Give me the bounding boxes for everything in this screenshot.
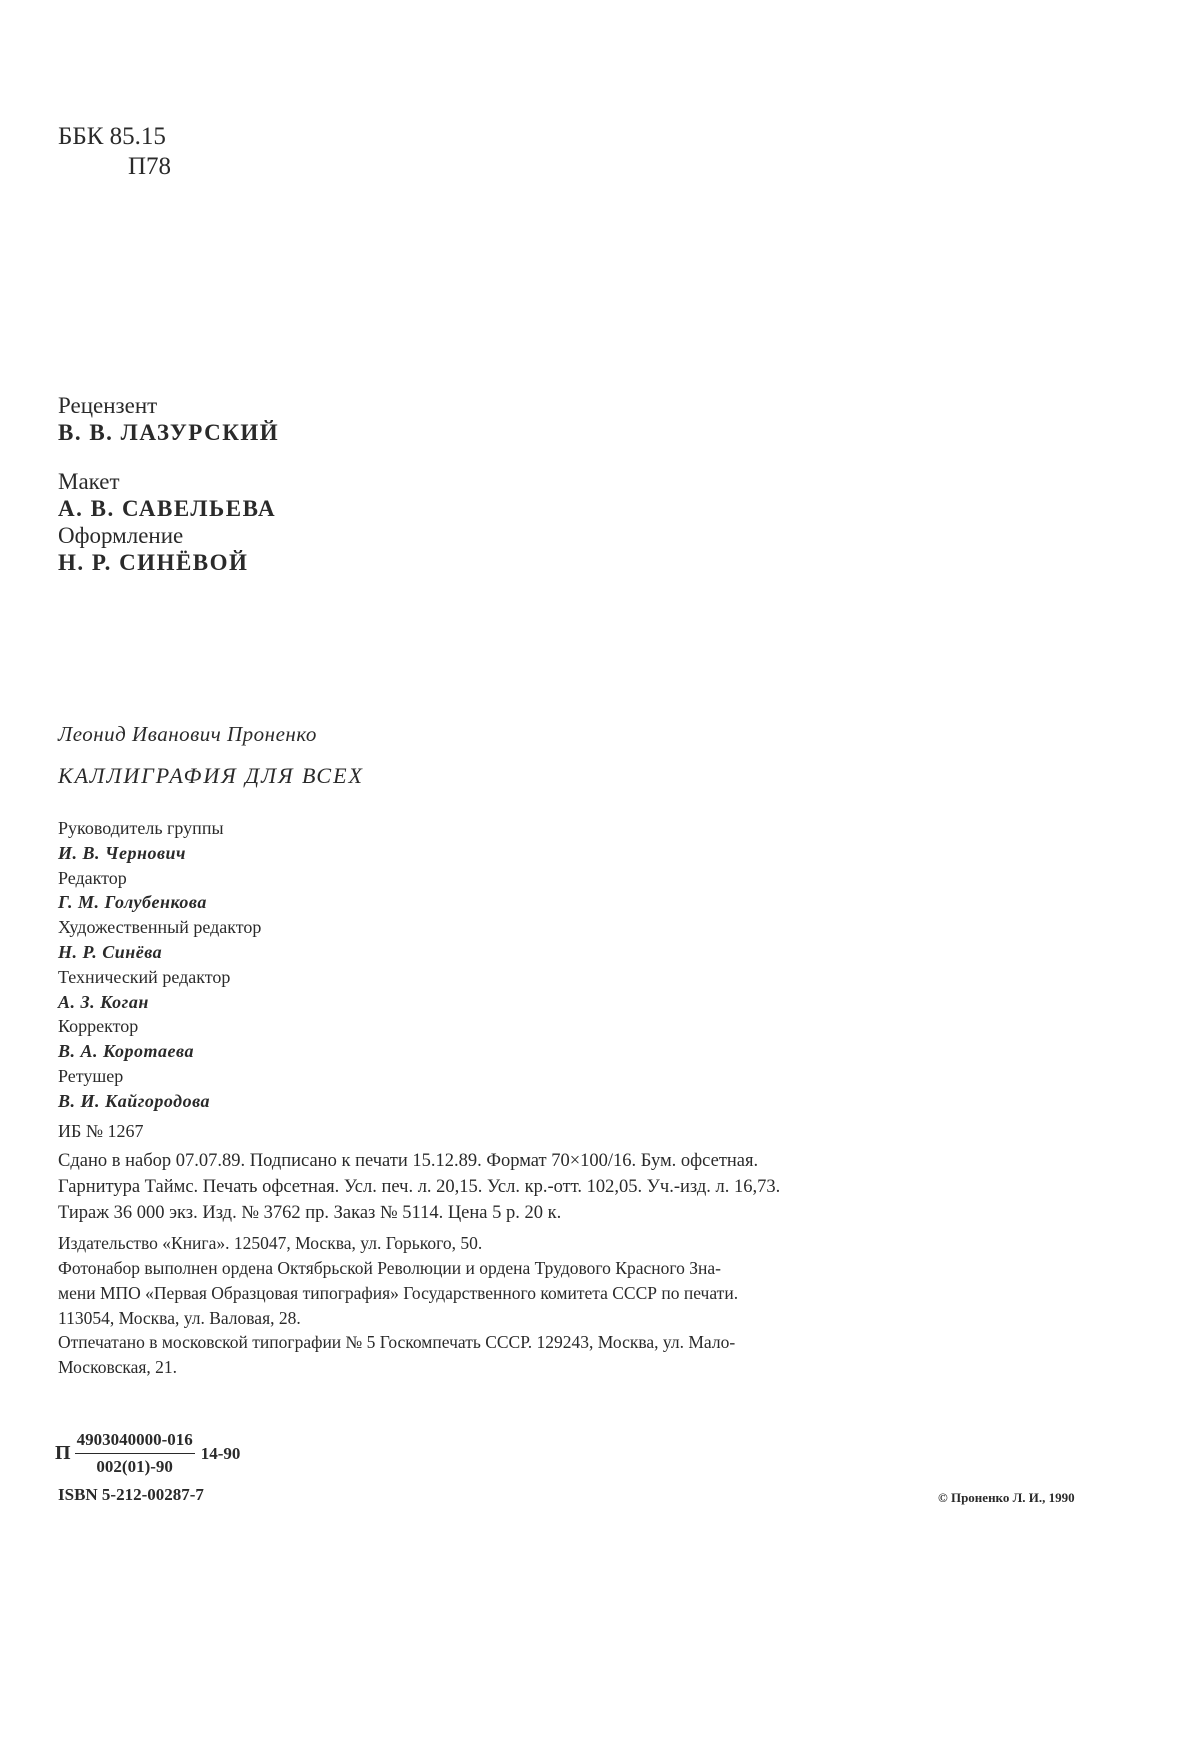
reviewer-label: Рецензент [58, 393, 158, 418]
publisher-line: Издательство «Книга». 125047, Москва, ул. Горького, 50. [58, 1233, 483, 1253]
staff-name: Н. Р. Синёва [58, 941, 163, 962]
bbk-code: ББК 85.15 [58, 123, 166, 150]
staff-role: Корректор [58, 1016, 139, 1037]
publisher-line: мени МПО «Первая Образцовая типография» Государственного комитета СССР по печати. [58, 1283, 739, 1303]
staff-role: Редактор [58, 867, 127, 888]
staff-name: В. И. Кайгородова [58, 1090, 210, 1111]
staff-name: И. В. Чернович [58, 842, 186, 863]
index-denominator: 002(01)-90 [96, 1457, 173, 1476]
book-author: Леонид Иванович Проненко [58, 722, 317, 746]
index-numerator: 4903040000-016 [75, 1430, 195, 1454]
publisher-line: Фотонабор выполнен ордена Октябрьской Революции и ордена Трудового Красного Зна- [58, 1258, 721, 1278]
layout-name: А. В. САВЕЛЬЕВА [58, 496, 277, 521]
printer-block [58, 1330, 735, 1380]
index-suffix: 14-90 [200, 1443, 241, 1463]
credits-block [58, 392, 279, 576]
publisher-block [58, 1231, 738, 1331]
staff-role: Ретушер [58, 1065, 124, 1086]
staff-list [58, 816, 261, 1114]
isbn: ISBN 5-212-00287-7 [58, 1485, 204, 1504]
printer-line: Отпечатано в московской типографии № 5 Госкомпечать СССР. 129243, Москва, ул. Мало- [58, 1332, 736, 1352]
bbk-block [58, 122, 171, 182]
imprint-line: Гарнитура Таймс. Печать офсетная. Усл. печ. л. 20,15. Усл. кр.-отт. 102,05. Уч.-изд. л. 16,73. [58, 1177, 781, 1197]
staff-name: Г. М. Голубенкова [58, 892, 207, 913]
design-name: Н. Р. СИНЁВОЙ [58, 550, 249, 575]
printer-line: Московская, 21. [58, 1357, 178, 1377]
publisher-line: 113054, Москва, ул. Валовая, 28. [58, 1308, 301, 1328]
author-mark: П78 [128, 153, 172, 180]
imprint-line: Сдано в набор 07.07.89. Подписано к печати 15.12.89. Формат 70×100/16. Бум. офсетная. [58, 1151, 759, 1171]
imprint-line: Тираж 36 000 экз. Изд. № 3762 пр. Заказ № 5114. Цена 5 р. 20 к. [58, 1203, 562, 1223]
ib-number: ИБ № 1267 [58, 1121, 144, 1141]
staff-role: Технический редактор [58, 966, 231, 987]
imprint-block [58, 1148, 780, 1226]
staff-name: В. А. Коротаева [58, 1041, 194, 1062]
index-letter: П [55, 1442, 71, 1464]
copyright: © Проненко Л. И., 1990 [938, 1490, 1075, 1505]
index-fraction [75, 1430, 195, 1477]
book-title: КАЛЛИГРАФИЯ ДЛЯ ВСЕХ [58, 763, 364, 788]
reviewer-name: В. В. ЛАЗУРСКИЙ [58, 420, 280, 445]
staff-role: Руководитель группы [58, 818, 224, 838]
staff-name: А. З. Коган [58, 991, 149, 1012]
design-label: Оформление [58, 523, 184, 548]
layout-label: Макет [58, 469, 120, 494]
staff-role: Художественный редактор [58, 917, 262, 938]
catalog-index [55, 1430, 240, 1477]
